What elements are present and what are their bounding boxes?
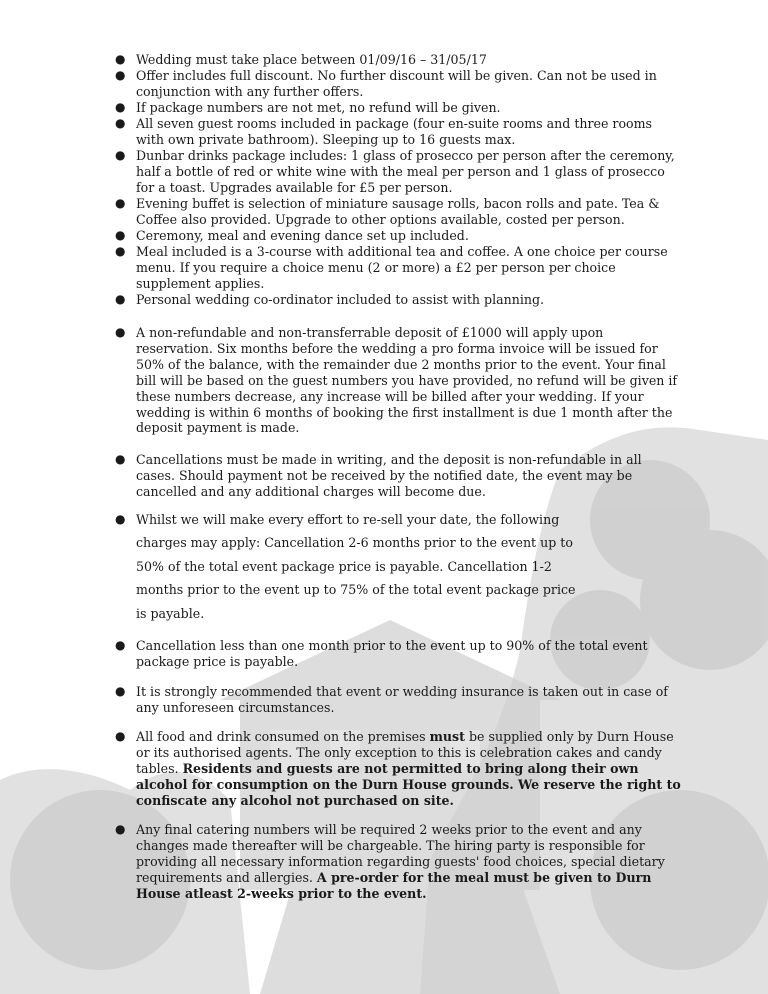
bullet-icon: ● — [115, 244, 126, 258]
bullet-icon: ● — [115, 68, 126, 82]
bullet-icon: ● — [115, 116, 126, 130]
list-item: ● Ceremony, meal and evening dance set up included. — [115, 228, 469, 243]
bullet-icon: ● — [115, 52, 126, 66]
list-item: ● Whilst we will make every effort to re-sell your date, the following charges may apply: Cancellation 2-6 months prior to the event up to 50% of the total event package price is payable. Cancellation 1-2 months prior to the event up to 75% of the total event package price is payable. — [136, 508, 576, 625]
list-item: ● Dunbar drinks package includes: 1 glass of prosecco per person after the ceremony, half a bottle of red or white wine with the meal per person and 1 glass of prosecco for a toast. Upgrades available for £5 per person. — [115, 148, 675, 195]
list-item: ● All seven guest rooms included in package (four en-suite rooms and three rooms with own private bathroom). Sleeping up to 16 guests max. — [115, 116, 653, 147]
list-item: ● Wedding must take place between 01/09/16 – 31/05/17 — [115, 52, 487, 67]
list-item: ● Cancellations must be made in writing, and the deposit is non-refundable in all cases. Should payment not be received by the notified date, the event may be cancelled and any additional charges will become due. — [115, 452, 642, 499]
list-item: ● If package numbers are not met, no refund will be given. — [115, 100, 501, 115]
list-item: ● A non-refundable and non-transferrable deposit of £1000 will apply upon reservation. Six months before the wedding a pro forma invoice will be issued for 50% of the balance, with the remainder due 2 months prior to the event. Your final bill will be based on the guest numbers you have provided, no refund will be given if these numbers decrease, any increase will be billed after your wedding. If your wedding is within 6 months of booking the first installment is due 1 month after the deposit payment is made. — [115, 325, 678, 436]
list-item: ● Any final catering numbers will be required 2 weeks prior to the event and any changes made thereafter will be chargeable. The hiring party is responsible for providing all necessary information regarding guests' food choices, special dietary requirements and allergies. A pre-order for the meal must be given to Durn House atleast 2-weeks prior to the event. — [115, 822, 665, 901]
list-item: ● All food and drink consumed on the premises must be supplied only by Durn House or its authorised agents. The only exception to this is celebration cakes and candy tables. Residents and guests are not permitted to bring along their own alcohol for consumption on the Durn House grounds. We reserve the right to confiscate any alcohol not purchased on site. — [115, 729, 681, 808]
list-item: ● Offer includes full discount. No further discount will be given. Can not be used in conjunction with any further offers. — [115, 68, 657, 99]
bullet-icon: ● — [115, 822, 126, 836]
bullet-icon: ● — [115, 638, 126, 652]
bullet-icon: ● — [115, 325, 126, 339]
list-item: ● Evening buffet is selection of miniature sausage rolls, bacon rolls and pate. Tea & Coffee also provided. Upgrade to other options available, costed per person. — [115, 196, 660, 227]
bullet-icon: ● — [115, 684, 126, 698]
bullet-icon: ● — [115, 292, 126, 306]
bullet-icon: ● — [115, 729, 126, 743]
bullet-icon: ● — [115, 148, 126, 162]
bullet-icon: ● — [115, 452, 126, 466]
bullet-icon: ● — [115, 196, 126, 210]
bullet-icon: ● — [115, 512, 126, 526]
bullet-icon: ● — [115, 100, 126, 114]
list-item: ● Cancellation less than one month prior to the event up to 90% of the total event package price is payable. — [115, 638, 648, 669]
list-item: ● Personal wedding co-ordinator included to assist with planning. — [115, 292, 545, 307]
list-item: ● It is strongly recommended that event or wedding insurance is taken out in case of any unforeseen circumstances. — [115, 684, 668, 715]
list-item: ● Meal included is a 3-course with additional tea and coffee. A one choice per course menu. If you require a choice menu (2 or more) a £2 per person per choice supplement applies. — [115, 244, 668, 291]
bullet-icon: ● — [115, 228, 126, 242]
